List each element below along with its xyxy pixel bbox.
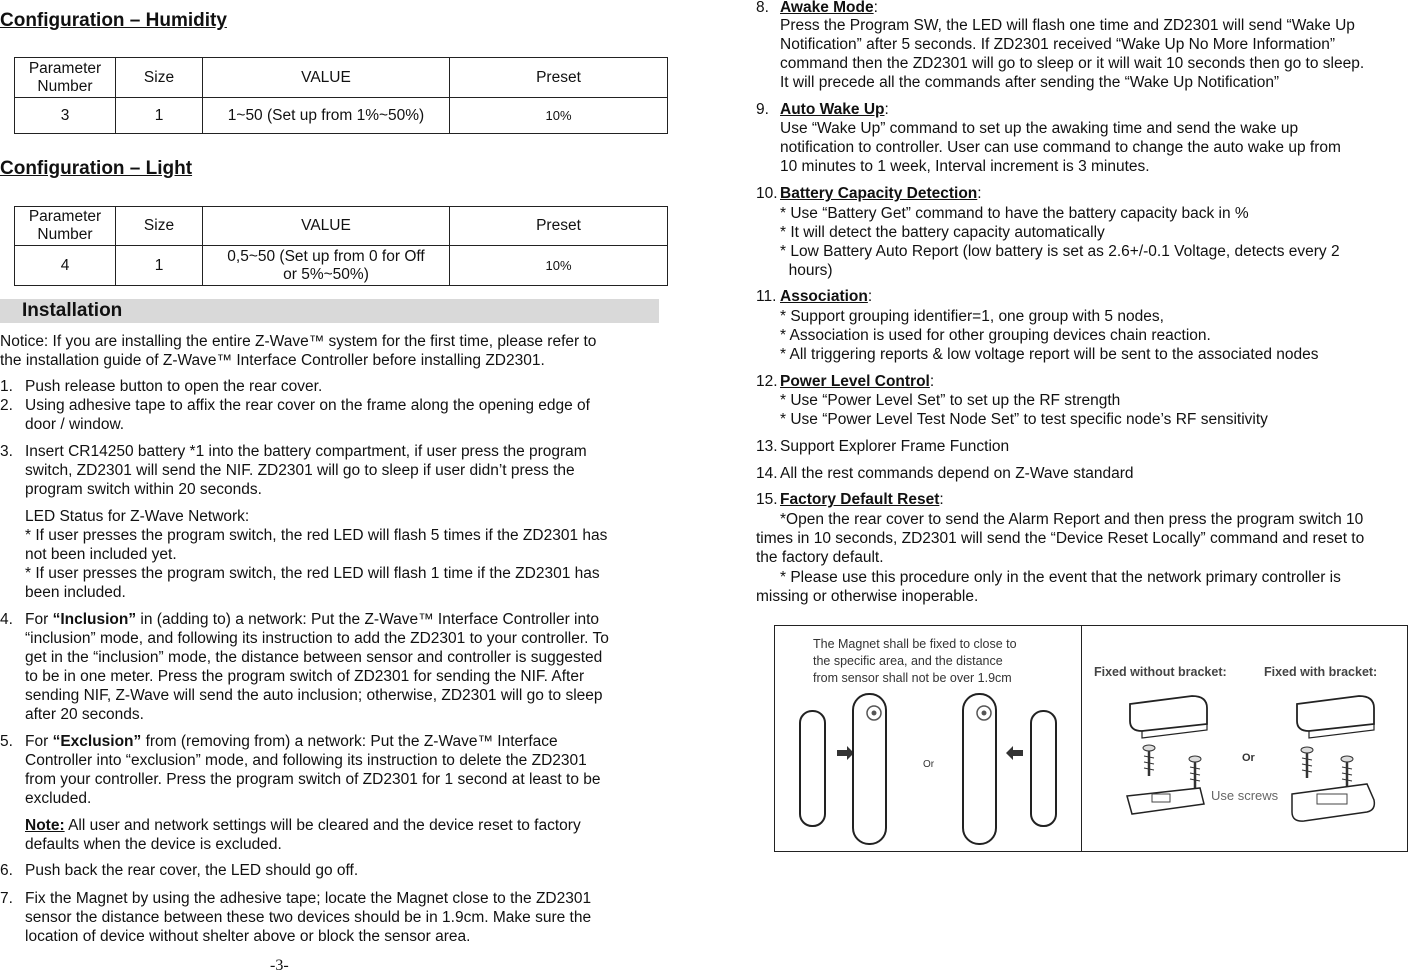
- inclusion-term: “Inclusion”: [52, 611, 137, 628]
- cell-parameter: 3: [15, 98, 116, 134]
- sensor-illustration: [775, 626, 1081, 851]
- cell-parameter: 4: [15, 246, 116, 286]
- cell-preset: 10%: [450, 98, 668, 134]
- step-line: Fix the Magnet by using the adhesive tape; locate the Magnet close to the ZD2301: [25, 890, 592, 907]
- step-number: 7.: [0, 890, 13, 907]
- step-number: 1.: [0, 378, 13, 395]
- item-number: 8.: [756, 0, 769, 16]
- step-number: 5.: [0, 733, 13, 750]
- item-title: Awake Mode: [780, 0, 874, 16]
- step-line: switch, ZD2301 will send the NIF. ZD2301 will go to sleep if user didn’t press the: [25, 462, 575, 479]
- notice-line: Notice: If you are installing the entire Z-Wave™ system for the first time, please refer to: [0, 333, 597, 350]
- th-parameter-number: Parameter Number: [15, 58, 116, 98]
- magnet-note-line: the specific area, and the distance: [813, 654, 1003, 668]
- item-line: command then the ZD2301 will go to sleep or it will wait 10 seconds then go to sleep.: [780, 55, 1365, 72]
- item-line: It will precede all the commands after sending the “Wake Up Notification”: [780, 74, 1280, 91]
- screw-right-1-icon: [1301, 747, 1313, 778]
- item-line: * Use “Power Level Set” to set up the RF strength: [780, 392, 1121, 409]
- item-line: Notification” after 5 seconds. If ZD2301 received “Wake Up No More Information”: [780, 36, 1336, 53]
- item-title-line: Power Level Control:: [780, 373, 935, 390]
- screw-left-1-icon: [1143, 745, 1155, 776]
- step-line: sensor the distance between these two devices should be in 1.9cm. Make sure the: [25, 909, 592, 926]
- th-parameter-number: Parameter Number: [15, 207, 116, 246]
- installation-heading-bar: [0, 299, 659, 323]
- light-title: Configuration – Light: [0, 158, 193, 179]
- mounting-figure: [774, 625, 1408, 852]
- cover-right-shape: [1297, 696, 1374, 731]
- step-number: 6.: [0, 862, 13, 879]
- screw-right-2-icon: [1341, 756, 1353, 788]
- step-number: 3.: [0, 443, 13, 460]
- bracket-right-shape: [1292, 784, 1374, 821]
- magnet-right-shape: [1031, 711, 1056, 826]
- item-number: 14.: [756, 465, 778, 482]
- item-line: Press the Program SW, the LED will flash one time and ZD2301 will send “Wake Up: [780, 17, 1355, 34]
- or-label-right: Or: [1242, 752, 1255, 764]
- step-number: 2.: [0, 397, 13, 414]
- led-status-line: LED Status for Z-Wave Network:: [25, 508, 250, 525]
- magnet-note-line: The Magnet shall be fixed to close to: [813, 637, 1017, 651]
- item-number: 11.: [756, 288, 777, 305]
- th-value: VALUE: [203, 207, 450, 246]
- step-number: 4.: [0, 611, 13, 628]
- note-line: defaults when the device is excluded.: [25, 836, 282, 853]
- item-line: * Use “Battery Get” command to have the battery capacity back in %: [780, 205, 1249, 222]
- step-line: door / window.: [25, 416, 125, 433]
- item-number: 10.: [756, 185, 778, 202]
- cell-size: 1: [116, 246, 203, 286]
- arrow-right-icon: [837, 746, 854, 760]
- led-status-line: not been included yet.: [25, 546, 177, 563]
- exclusion-term: “Exclusion”: [52, 733, 142, 750]
- step-line: Using adhesive tape to affix the rear cover on the frame along the opening edge of: [25, 397, 590, 414]
- item-line: All the rest commands depend on Z-Wave standard: [780, 465, 1134, 482]
- step-line: sending NIF, Z-Wave will send the auto inclusion; otherwise, ZD2301 will go to sleep: [25, 687, 603, 704]
- led-status-line: * If user presses the program switch, the red LED will flash 5 times if the ZD2301 has: [25, 527, 608, 544]
- note-label: Note:: [25, 817, 65, 834]
- step-line: For “Exclusion” from (removing from) a network: Put the Z-Wave™ Interface: [25, 733, 558, 750]
- item-title: Auto Wake Up: [780, 101, 885, 118]
- item-number: 15.: [756, 491, 778, 508]
- item-number: 12.: [756, 373, 778, 390]
- step-line: “inclusion” mode, and following its instruction to add the ZD2301 to your controller. To: [25, 630, 609, 647]
- cell-value: 0,5~50 (Set up from 0 for Off or 5%~50%): [203, 246, 450, 286]
- item-line: notification to controller. User can use command to change the auto wake up from: [780, 139, 1341, 156]
- item-title: Association: [780, 288, 868, 305]
- item-line: * It will detect the battery capacity automatically: [780, 224, 1105, 241]
- item-line: 10 minutes to 1 week, Interval increment is 3 minutes.: [780, 158, 1150, 175]
- step-line: from your controller. Press the program switch of ZD2301 for 1 second at least to be: [25, 771, 601, 788]
- step-line: program switch within 20 seconds.: [25, 481, 262, 498]
- fixed-without-label: Fixed without bracket:: [1094, 665, 1227, 679]
- item-line: * Use “Power Level Test Node Set” to test specific node’s RF sensitivity: [780, 411, 1268, 428]
- item-line: * All triggering reports & low voltage report will be sent to the associated nodes: [780, 346, 1319, 363]
- sensor-right-shape: [963, 694, 996, 844]
- step-line: Controller into “exclusion” mode, and following its instruction to delete the ZD2301: [25, 752, 587, 769]
- item-line: times in 10 seconds, ZD2301 will send the “Device Reset Locally” command and reset to: [756, 530, 1365, 547]
- page-number: -3-: [270, 957, 289, 974]
- step-line: Push release button to open the rear cover.: [25, 378, 323, 395]
- step-line: get in the “inclusion” mode, the distance between sensor and controller is suggested: [25, 649, 603, 666]
- step-line: Push back the rear cover, the LED should go off.: [25, 862, 359, 879]
- item-line: missing or otherwise inoperable.: [756, 588, 979, 605]
- item-number: 13.: [756, 438, 778, 455]
- arrow-left-icon: [1006, 746, 1023, 760]
- item-line: * Support grouping identifier=1, one group with 5 nodes,: [780, 308, 1164, 325]
- th-size: Size: [116, 207, 203, 246]
- installation-heading: Installation: [22, 300, 123, 321]
- fixed-with-label: Fixed with bracket:: [1264, 665, 1378, 679]
- use-screws-label: Use screws: [1211, 788, 1279, 803]
- item-title: Power Level Control: [780, 373, 930, 390]
- item-line: * Association is used for other grouping devices chain reaction.: [780, 327, 1211, 344]
- screw-left-2-icon: [1189, 756, 1201, 788]
- item-line: Use “Wake Up” command to set up the awaking time and send the wake up: [780, 120, 1299, 137]
- or-label-left: Or: [923, 759, 935, 770]
- item-title-line: Auto Wake Up:: [780, 101, 889, 118]
- item-line: *Open the rear cover to send the Alarm Report and then press the program switch 10: [780, 511, 1364, 528]
- step-line: location of device without shelter above or block the sensor area.: [25, 928, 471, 945]
- item-line: * Please use this procedure only in the event that the network primary controller is: [780, 569, 1341, 586]
- cell-preset: 10%: [450, 246, 668, 286]
- item-line: Support Explorer Frame Function: [780, 438, 1010, 455]
- item-line: * Low Battery Auto Report (low battery is set as 2.6+/-0.1 Voltage, detects every 2: [780, 243, 1340, 260]
- humidity-table: [14, 57, 668, 134]
- cover-left-shape: [1130, 696, 1207, 731]
- step-line: Insert CR14250 battery *1 into the battery compartment, if user press the program: [25, 443, 587, 460]
- item-title-line: Association:: [780, 288, 873, 305]
- bracket-illustration: [1082, 626, 1407, 851]
- item-title-line: Battery Capacity Detection:: [780, 185, 982, 202]
- th-preset: Preset: [450, 58, 668, 98]
- step-line: to be in one meter. Press the program switch of ZD2301 for sending the NIF. After: [25, 668, 585, 685]
- bracket-left-shape: [1127, 788, 1204, 814]
- note-line: Note: All user and network settings will be cleared and the device reset to factory: [25, 817, 581, 834]
- item-title: Factory Default Reset: [780, 491, 940, 508]
- step-line: For “Inclusion” in (adding to) a network: Put the Z-Wave™ Interface Controller into: [25, 611, 600, 628]
- step-line: after 20 seconds.: [25, 706, 144, 723]
- sensor-left-shape: [853, 694, 886, 844]
- item-line: the factory default.: [756, 549, 884, 566]
- step-line: excluded.: [25, 790, 92, 807]
- magnet-left-shape: [800, 711, 825, 826]
- th-value: VALUE: [203, 58, 450, 98]
- item-title: Battery Capacity Detection: [780, 185, 978, 202]
- humidity-title: Configuration – Humidity: [0, 10, 227, 31]
- notice-line: the installation guide of Z-Wave™ Interface Controller before installing ZD2301.: [0, 352, 545, 369]
- th-preset: Preset: [450, 207, 668, 246]
- item-title-line: Awake Mode:: [780, 0, 878, 16]
- th-size: Size: [116, 58, 203, 98]
- magnet-note-line: from sensor shall not be over 1.9cm: [813, 671, 1012, 685]
- cell-value: 1~50 (Set up from 1%~50%): [203, 98, 450, 134]
- light-table: [14, 206, 668, 286]
- item-title-line: Factory Default Reset:: [780, 491, 944, 508]
- item-line: hours): [780, 262, 833, 279]
- item-number: 9.: [756, 101, 769, 118]
- cell-size: 1: [116, 98, 203, 134]
- led-status-line: been included.: [25, 584, 126, 601]
- led-status-line: * If user presses the program switch, the red LED will flash 1 time if the ZD2301 has: [25, 565, 600, 582]
